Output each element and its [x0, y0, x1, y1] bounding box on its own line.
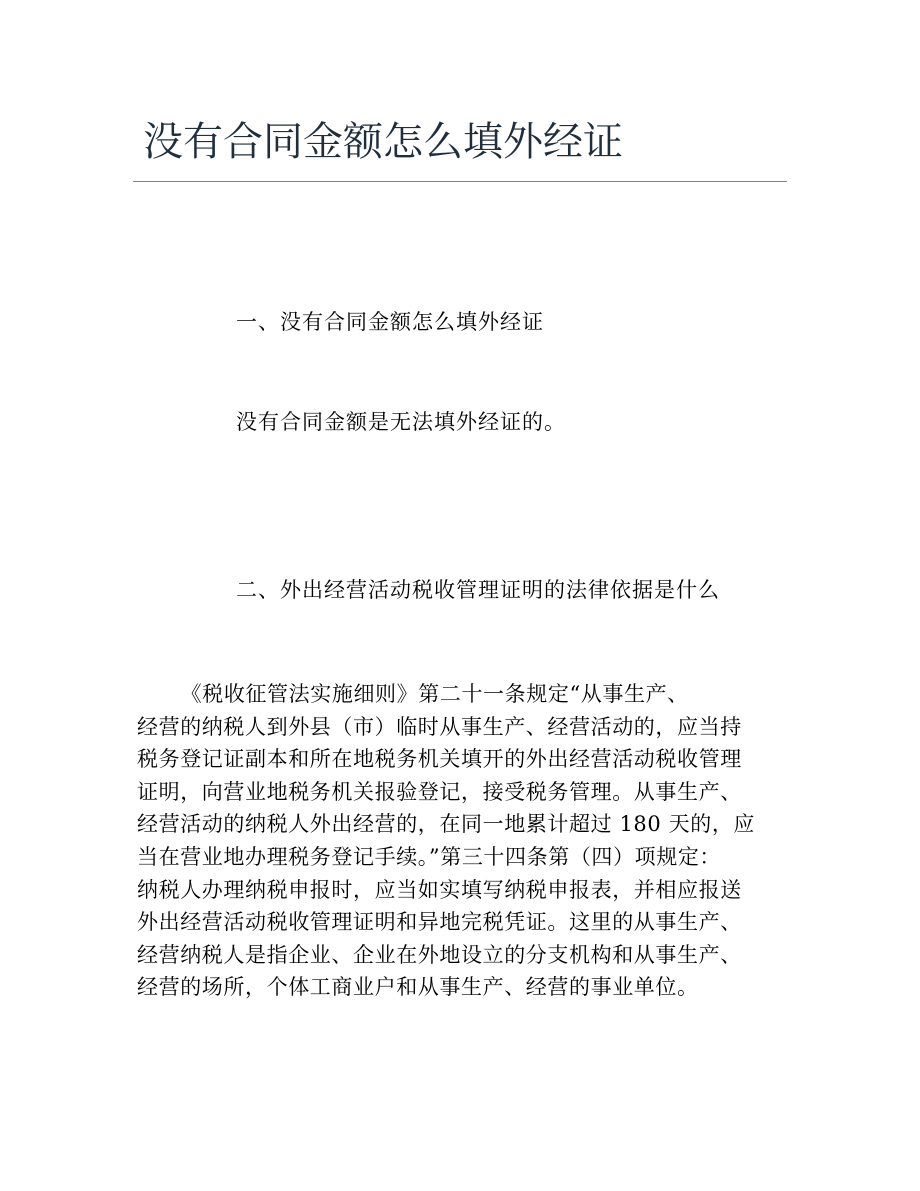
body-line: 纳税人办理纳税申报时，应当如实填写纳税申报表，并相应报送: [137, 877, 742, 902]
section-1-heading: 一、没有合同金额怎么填外经证: [236, 310, 544, 334]
section-2-body: [137, 678, 777, 1004]
section-2-heading: 二、外出经营活动税收管理证明的法律依据是什么: [236, 578, 720, 602]
section-1-paragraph: 没有合同金额是无法填外经证的。: [236, 410, 566, 434]
document-title: 没有合同金额怎么填外经证: [143, 119, 623, 165]
body-line: 经营活动的纳税人外出经营的，在同一地累计超过 180 天的，应: [137, 812, 756, 837]
body-line: 外出经营活动税收管理证明和异地完税凭证。这里的从事生产、: [137, 910, 742, 935]
body-line: 经营的场所，个体工商业户和从事生产、经营的事业单位。: [137, 975, 699, 1000]
body-line: 证明，向营业地税务机关报验登记，接受税务管理。从事生产、: [137, 779, 742, 804]
body-line: 当在营业地办理税务登记手续。”第三十四条第（四）项规定：: [137, 844, 722, 869]
body-line: 税务登记证副本和所在地税务机关填开的外出经营活动税收管理: [137, 747, 742, 772]
body-line: 经营纳税人是指企业、企业在外地设立的分支机构和从事生产、: [137, 942, 742, 967]
body-line: 《税收征管法实施细则》第二十一条规定“从事生产、: [137, 682, 689, 706]
body-line: 经营的纳税人到外县（市）临时从事生产、经营活动的，应当持: [137, 714, 742, 739]
title-divider: [133, 181, 787, 182]
